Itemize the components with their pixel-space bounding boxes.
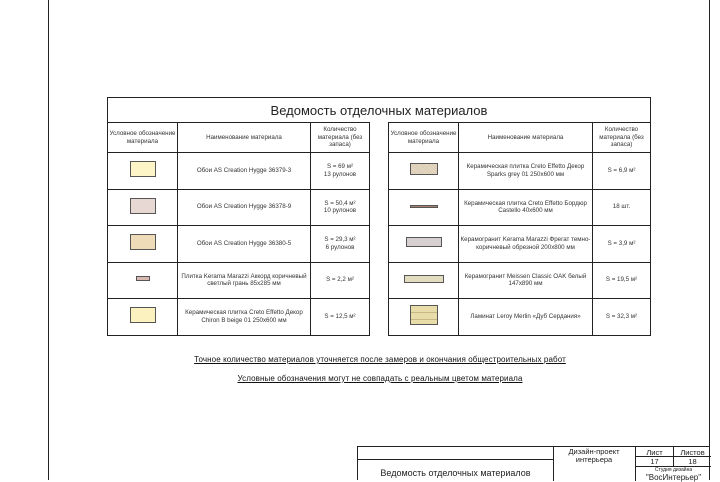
material-swatch (410, 305, 438, 325)
material-qty-cell (593, 262, 651, 299)
frame-left-line (48, 0, 49, 480)
material-name: Обои AS Creation Hygge 36378-9 (178, 189, 311, 226)
material-qty-cell (311, 299, 370, 336)
material-swatch (136, 276, 150, 281)
material-qty: S = 12,5 м² (324, 312, 356, 320)
frame-right-line (709, 0, 710, 480)
table-row (108, 226, 370, 263)
roll-count: 13 рулонов (323, 170, 357, 178)
table-row (108, 189, 370, 226)
material-swatch (404, 275, 444, 283)
material-qty: S = 50,4 м² (324, 199, 356, 207)
symbol-cell (389, 153, 459, 190)
symbol-cell (108, 299, 178, 336)
material-qty: S = 19,5 м² (605, 276, 638, 284)
material-qty-cell (311, 226, 370, 263)
title-block (357, 446, 710, 480)
sheets-total: 18 (688, 457, 697, 466)
material-name: Керамическая плитка Creto Effetto Декор Sparks grey 01 250x600 мм (459, 153, 593, 190)
material-swatch (130, 307, 156, 323)
symbol-cell (108, 262, 178, 299)
header-name: Наименование материала (459, 123, 593, 153)
header-qty: Количество материала (без запаса) (311, 123, 370, 153)
note-colors: Условные обозначения могут не совпадать с реальным цветом материала (237, 374, 523, 383)
material-swatch (410, 163, 438, 175)
header-name: Наименование материала (178, 123, 311, 153)
studio-label: Студия дизайна (654, 467, 693, 473)
sheets-label: Листов (680, 448, 705, 457)
header-qty: Количество материала (без запаса) (593, 123, 651, 153)
material-swatch (410, 205, 438, 208)
header-symbol: Условное обозначение материала (108, 123, 178, 153)
material-qty-cell (311, 153, 370, 190)
sheet-number: 17 (650, 457, 659, 466)
material-name: Керамогранит Kerama Marazzi Фрегат темно-коричневый обрезной 200x800 мм (459, 226, 593, 263)
material-qty: S = 29,3 м² (324, 236, 356, 243)
project-type: Дизайн-проект интерьера (568, 447, 620, 465)
materials-table-left (107, 122, 370, 336)
table-row (108, 299, 370, 336)
table-row (108, 153, 370, 190)
studio-name: "ВосИнтерьер" (645, 473, 702, 482)
material-qty-cell (593, 153, 651, 190)
symbol-cell (108, 226, 178, 263)
material-qty: 18 шт. (612, 203, 631, 211)
table-row (389, 262, 651, 299)
material-qty: S = 3,9 м² (607, 239, 636, 247)
symbol-cell (389, 226, 459, 263)
materials-table-right (388, 122, 651, 336)
material-swatch (130, 234, 156, 250)
material-name: Керамогранит Meissen Classic OAK белый 147x890 мм (459, 262, 593, 299)
material-qty: S = 32,3 м² (605, 312, 638, 320)
material-qty-cell (311, 262, 370, 299)
doc-title: Ведомость отделочных материалов (380, 468, 531, 478)
symbol-cell (389, 299, 459, 336)
sheet-label: Лист (646, 448, 663, 457)
note-quantity: Точное количество материалов уточняется после замеров и окончания общестроительных работ (194, 355, 566, 364)
material-qty: S = 6,9 м² (607, 166, 636, 174)
material-name: Ламинат Leroy Merlin «Дуб Сердания» (459, 299, 593, 336)
symbol-cell (108, 153, 178, 190)
roll-count: 6 рулонов (325, 243, 355, 251)
material-qty-cell (593, 299, 651, 336)
material-qty-cell (311, 189, 370, 226)
material-qty: S = 2,2 м² (326, 276, 354, 284)
material-qty: S = 69 м² (326, 163, 354, 170)
material-swatch (130, 161, 156, 177)
roll-count: 10 рулонов (323, 207, 357, 215)
material-name: Керамическая плитка Creto Effetto Бордюр Castello 40x600 мм (459, 189, 593, 226)
symbol-cell (389, 189, 459, 226)
material-swatch (130, 198, 156, 214)
table-title: Ведомость отделочных материалов (107, 97, 651, 122)
material-name: Плитка Kerama Marazzi Аккорд коричневый светлый грань 85x285 мм (178, 262, 311, 299)
table-row (389, 299, 651, 336)
table-row (108, 262, 370, 299)
symbol-cell (108, 189, 178, 226)
table-row (389, 153, 651, 190)
header-symbol: Условное обозначение материала (389, 123, 459, 153)
material-name: Обои AS Creation Hygge 36379-3 (178, 153, 311, 190)
material-name: Обои AS Creation Hygge 36380-5 (178, 226, 311, 263)
symbol-cell (389, 262, 459, 299)
material-name: Керамическая плитка Creto Effetto Декор Chiron B beige 01 250x600 мм (178, 299, 311, 336)
table-row (389, 189, 651, 226)
material-qty-cell (593, 226, 651, 263)
table-row (389, 226, 651, 263)
material-qty-cell (593, 189, 651, 226)
material-swatch (406, 237, 442, 247)
